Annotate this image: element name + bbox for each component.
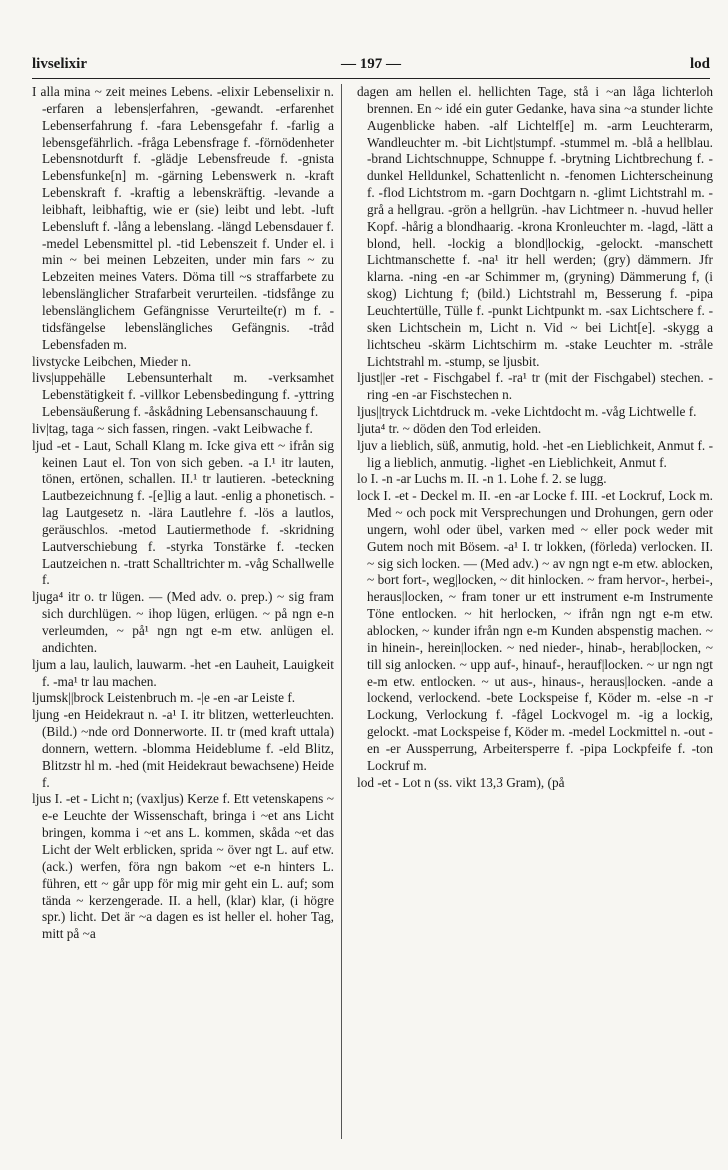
header-first-word: livselixir	[32, 56, 87, 72]
entry-ljustryck: ljus||tryck Lichtdruck m. -veke Lichtdocht m. -våg Lichtwelle f.	[357, 404, 697, 420]
column-divider	[341, 84, 342, 1139]
entry-ljus-continued: dagen am hellen el. hellichten Tage, stå i ~an låga lichterloh brennen. En ~ idé ein guter Gedanke, hava sina ~a stunder lichte Augenblicke haben. -alf Lichtelf[e] m. -arm Leuchterarm, Wandleuchter m. -bit Licht|stumpf. -stummel m. -blå a hellblau. -brand Lichtschnuppe, Schnuppe f. -brytning Lichtbrechung f. -dunkel Helldunkel, Schattenlicht n. -fenomen Lichterscheinung f. -flod Lichtstrom m. -garn Dochtgarn n. -glimt Lichtstrahl m. -grå a hellgrau. -grön a hellgrün. -hav Lichtmeer n. -huvud heller Kopf. -hårig a blondhaarig. -krona Kronleuchter m. -lagd, -lätt a blond, hell. -lockig a blond|lockig, -gelockt. -manschett Lichtmanschette f. -na¹ itr hell werden; (gry) dämmern. Jfr klarna. -ning -en -ar Schimmer m, (gryning) Dämmerung f, (i skog) Lichtung f; (bild.) Lichtstrahl m, Besserung f. -pipa Leuchtertülle, Tülle f. -punkt Lichtpunkt m. -sax Lichtschere f. -sken Lichtschein m, Licht n. Vid ~ bei Licht[e]. -skygg a lichtscheu -skärm Lichtschirm m. -stake Leuchter m. -stråle Lichtstrahl m. -stump, se ljusbit.	[357, 84, 713, 369]
entry-lod: lod -et - Lot n (ss. vikt 13,3 Gram), (på	[357, 774, 565, 790]
entry-livtag: liv|tag, taga ~ sich fassen, ringen. -vakt Leibwache f.	[32, 420, 313, 436]
entry-ljum: ljum a lau, laulich, lauwarm. -het -en Lauheit, Lauigkeit f. -ma¹ tr lau machen.	[32, 656, 334, 689]
entry-livstycke: livstycke Leibchen, Mieder n.	[32, 353, 192, 369]
entry-ljuster: ljust||er -ret - Fischgabel f. -ra¹ tr (mit der Fischgabel) stechen. -ring -en -ar Fischstechen n.	[357, 370, 713, 403]
header-last-word: lod	[689, 56, 710, 72]
right-column	[357, 84, 713, 1139]
entry-ljumskbrock: ljumsk||brock Leistenbruch m. -|e -en -ar Leiste f.	[32, 690, 296, 706]
entry-ljung: ljung -en Heidekraut n. -a¹ I. itr blitzen, wetterleuchten. (Bild.) ~nde ord Donnerworte. II. tr (med kraft uttala) donnern, wettern. -blomma Heideblume f. -eld Blitz, Blitzstr hl m. -hed (mit Heidekraut bewachsene) Heide f.	[32, 707, 334, 790]
entry-ljuta: ljuta⁴ tr. ~ döden den Tod erleiden.	[357, 420, 542, 436]
entry-ljuga: ljuga⁴ itr o. tr lügen. — (Med adv. o. prep.) ~ sig fram sich durchlügen. ~ ihop lügen, erlügen. ~ på ngn e-n verleumden, ~ på¹ ngn ngt e-m etw. anlügen el. andichten.	[32, 589, 334, 655]
entry-ljud: ljud -et - Laut, Schall Klang m. Icke giva ett ~ ifrån sig keinen Laut el. Ton von sich geben. -a I.¹ itr lauten, tönen, ertönen, schallen. II.¹ tr lautieren. -beteckning Lautbezeichnung f. -[e]lig a laut. -enlig a phonetisch. -lag Lautgesetz n. -lära Lautlehre f. -lös a lautlos, geräuschlos. -metod Lautiermethode f. -skridning Lautverschiebung f. -styrka Tonstärke f. -tecken Lautzeichen n. -tratt Schalltrichter m. -våg Schallwelle f.	[32, 437, 334, 588]
header-rule	[32, 78, 710, 79]
entry-lo: lo I. -n -ar Luchs m. II. -n 1. Lohe f. 2. se lugg.	[357, 471, 607, 487]
entry-ljuv: ljuv a lieblich, süß, anmutig, hold. -het -en Lieblichkeit, Anmut f. -lig a lieblich, anmutig. -lighet -en Lieblichkeit, Anmut f.	[357, 437, 713, 470]
page-number: — 197 —	[341, 56, 401, 72]
left-column	[32, 84, 334, 1139]
entry-livsuppehalle: livs|uppehälle Lebensunterhalt m. -verksamhet Lebenstätigkeit f. -villkor Lebensbedingung f. -yttring Lebensäußerung f. -åskådning Lebensanschauung f.	[32, 370, 334, 420]
entry-lock: lock I. -et - Deckel m. II. -en -ar Locke f. III. -et Lockruf, Lock m. Med ~ och pock mit Versprechungen und Drohungen, gern oder ungern, wohl oder übel, varken med ~ eller pock weder mit Gutem noch mit Bösem. -a¹ I. tr lokken, (förleda) verlocken. II. ~ sig sich locken. — (Med adv.) ~ av ngn ngt e-m etw. ablocken, ~ bort fort-, weg|locken, ~ dit hinlocken. ~ fram hervor-, herbei-, heraus|locken, ~ fram toner ur ett instrument e-m Instrumente Töne entlocken. ~ hit herlocken, ~ ifrån ngn ngt e-m etw. ablocken, ~ kunder ifrån ngn e-m Kunden abspenstig machen. ~ in hinein-, herein|locken. ~ ned nieder-, hinab-, herab|locken, ~ till sig anlocken. ~ upp auf-, hinauf-, herauf|locken. ~ ur ngn ngt e-m etw. entlocken. ~ ut aus-, hinaus-, heraus|locken. -ande a lockend, verlockend. -bete Lockspeise f, Köder m. -else -n -r Lockung, Verlockung f. -fågel Lockvogel m. -ig a lockig, gelockt. -mat Lockspeise f, Köder m. -medel Lockmittel n. -out -en -er Aussperrung, Arbeitersperre f. -pipa Lockpfeife f. -ton Lockruf m.	[357, 488, 713, 773]
entry-ljus: ljus I. -et - Licht n; (vaxljus) Kerze f. Ett vetenskapens ~ e-e Leuchte der Wissenschaft, bringa i ~et ans Licht bringen, komma i ~et ans L. kommen, skåda ~et das Licht der Welt erblicken, sprida ~ över ngt L. auf etw. (ack.) werfen, föra ngn bakom ~et e-n hinters L. führen, ett ~ går upp för mig mir geht ein L. auf; som tända ~ kerzengerade. II. a hell, (klar) klar, (i högre spr.) licht. Det är ~a dagen es ist heller el. hoher Tag, mitt på ~a	[32, 791, 334, 942]
entry-liv-continued: I alla mina ~ zeit meines Lebens. -elixir Lebenselixir n. -erfaren a lebens|erfahren, -gewandt. -erfarenhet Lebenserfahrung f. -fara Lebensgefahr f. -farlig a lebensgefährlich. -fråga Lebensfrage f. -förnödenheter Lebensnotdurft f. -glädje Lebensfreude f. -gnista Lebensfunke[n] m. -gärning Lebenswerk n. -kraft Lebenskraft f. -kraftig a lebenskräftig. -levande a leibhaft, leibhaftig, wie er (sie) leibt und lebt. -luft Lebensluft f. -lång a lebenslang. -längd Lebensdauer f. -medel Lebensmittel pl. -tid Lebenszeit f. Under el. i min ~ bei meinen Lebzeiten, under min fars ~ zu Lebzeiten meines Vaters. Döma till ~s straffarbete zu lebenslänglicher Strafarbeit verurteilen. -tidsfånge zu lebenslänglichem Gefängnisse Verurteilte(r) m f. -tidsfängelse lebenslängliches Gefängnis. -tråd Lebensfaden m.	[32, 84, 334, 352]
page-header	[32, 54, 710, 78]
